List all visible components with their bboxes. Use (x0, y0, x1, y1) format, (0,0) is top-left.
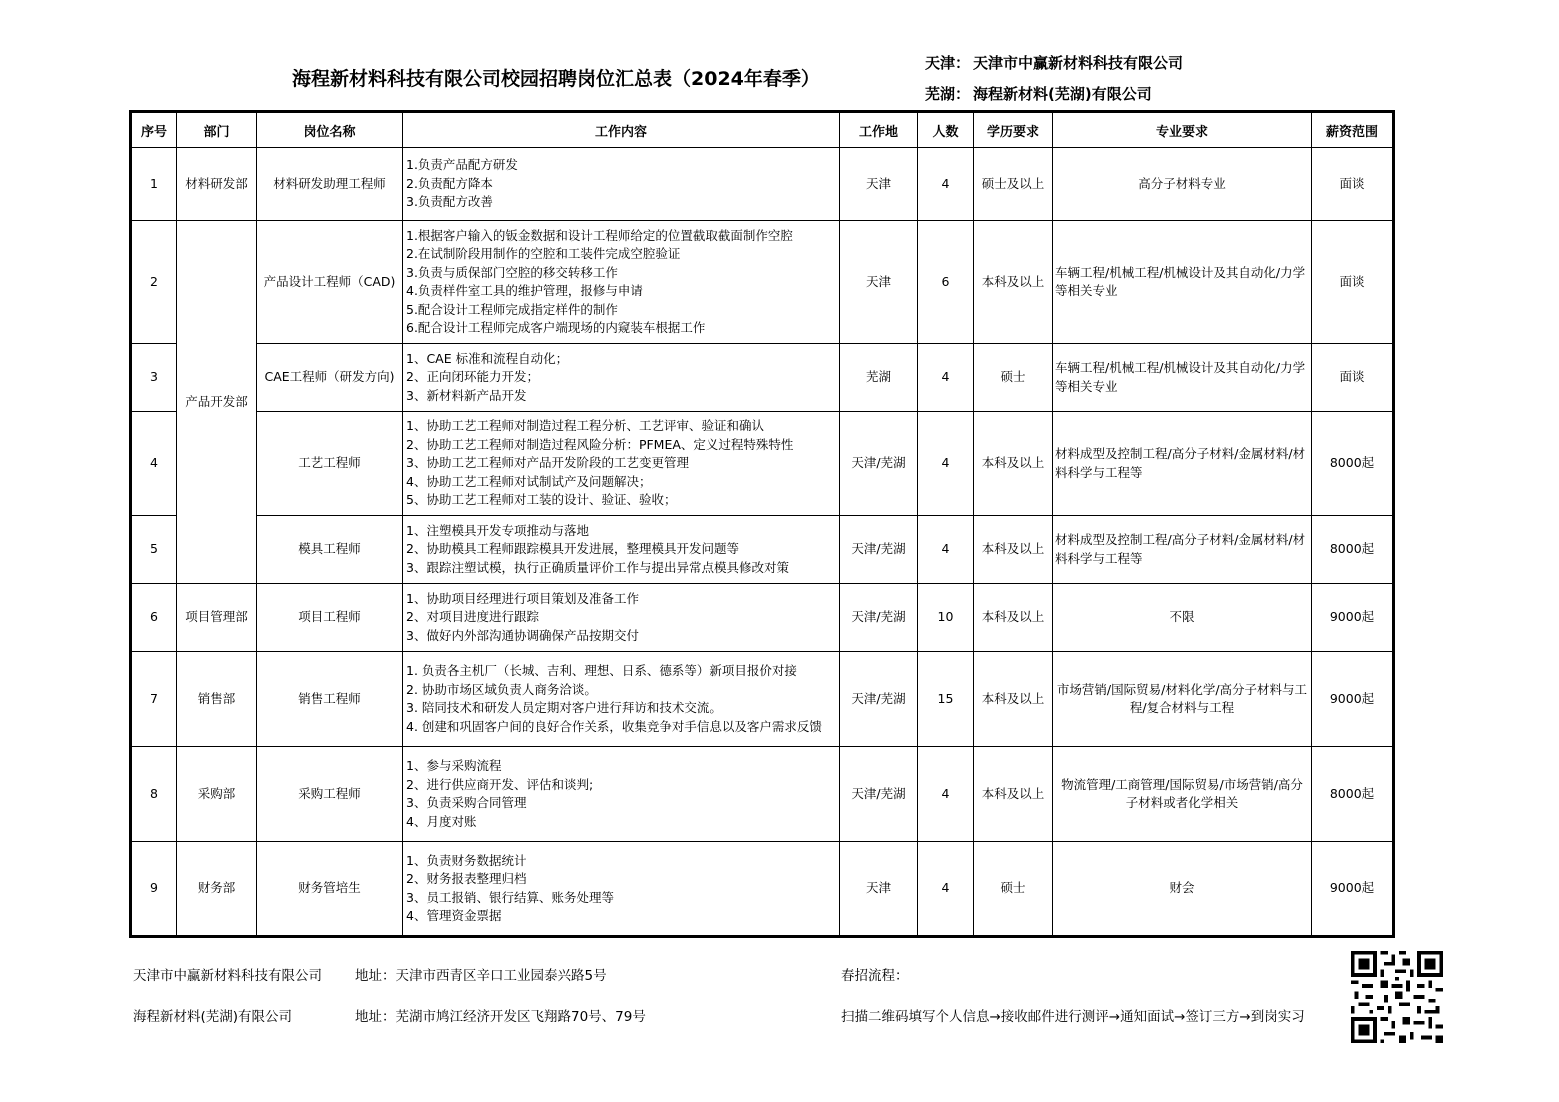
cell-salary: 9000起 (1312, 842, 1394, 937)
cell-position: 采购工程师 (257, 747, 403, 842)
content-line: 5、协助工艺工程师对工装的设计、验证、验收； (406, 492, 677, 508)
cell-major: 车辆工程/机械工程/机械设计及其自动化/力学等相关专业 (1053, 344, 1312, 412)
table-row (131, 412, 1394, 516)
cell-no: 1 (131, 148, 177, 221)
content-line: 2、进行供应商开发、评估和谈判; (406, 776, 594, 792)
cell-content (403, 516, 840, 584)
cell-count: 4 (918, 842, 974, 937)
table-row (131, 516, 1394, 584)
cell-education: 本科及以上 (974, 516, 1053, 584)
table-row (131, 584, 1394, 652)
cell-location: 天津/芜湖 (840, 652, 918, 747)
cell-salary: 面谈 (1312, 344, 1394, 412)
cell-location: 天津 (840, 148, 918, 221)
cell-no: 7 (131, 652, 177, 747)
cell-education: 本科及以上 (974, 584, 1053, 652)
footer-address-1: 地址：天津市西青区辛口工业园泰兴路5号 (355, 968, 607, 984)
cell-no: 2 (131, 221, 177, 344)
cell-count: 4 (918, 516, 974, 584)
cell-position: 模具工程师 (257, 516, 403, 584)
cell-no: 3 (131, 344, 177, 412)
table-row (131, 221, 1394, 344)
cell-location: 天津/芜湖 (840, 516, 918, 584)
cell-major: 材料成型及控制工程/高分子材料/金属材料/材料科学与工程等 (1053, 412, 1312, 516)
cell-major: 高分子材料专业 (1053, 148, 1312, 221)
cell-dept: 销售部 (177, 652, 257, 747)
content-line: 2、正向闭环能力开发； (406, 369, 539, 385)
cell-content (403, 412, 840, 516)
cell-count: 4 (918, 344, 974, 412)
cell-content (403, 842, 840, 937)
content-line: 2. 协助市场区域负责人商务洽谈。 (406, 681, 597, 697)
content-line: 4、月度对账 (406, 813, 477, 829)
footer-company-2: 海程新材料(芜湖)有限公司 (133, 1009, 293, 1025)
header-salary: 薪资范围 (1312, 112, 1394, 148)
cell-salary: 8000起 (1312, 747, 1394, 842)
content-line: 1、负责财务数据统计 (406, 852, 527, 868)
cell-salary: 8000起 (1312, 412, 1394, 516)
recruitment-table (129, 110, 1395, 938)
header-count: 人数 (918, 112, 974, 148)
content-line: 1、协助项目经理进行项目策划及准备工作 (406, 590, 639, 606)
table-row (131, 652, 1394, 747)
cell-content (403, 221, 840, 344)
content-line: 1.负责产品配方研发 (406, 157, 518, 173)
content-line: 4. 创建和巩固客户间的良好合作关系，收集竞争对手信息以及客户需求反馈 (406, 718, 822, 734)
table-row (131, 148, 1394, 221)
content-line: 3、员工报销、银行结算、账务处理等 (406, 889, 614, 905)
cell-count: 4 (918, 747, 974, 842)
cell-major: 车辆工程/机械工程/机械设计及其自动化/力学等相关专业 (1053, 221, 1312, 344)
cell-count: 4 (918, 148, 974, 221)
cell-no: 5 (131, 516, 177, 584)
content-line: 3. 陪同技术和研发人员定期对客户进行拜访和技术交流。 (406, 700, 722, 715)
cell-no: 4 (131, 412, 177, 516)
cell-count: 15 (918, 652, 974, 747)
content-line: 4.负责样件室工具的维护管理，报修与申请 (406, 283, 643, 298)
cell-content (403, 584, 840, 652)
cell-location: 天津/芜湖 (840, 747, 918, 842)
content-line: 2.负责配方降本 (406, 175, 493, 191)
company-city: 天津： (925, 54, 971, 72)
cell-major: 市场营销/国际贸易/材料化学/高分子材料与工程/复合材料与工程 (1053, 652, 1312, 747)
cell-education: 本科及以上 (974, 221, 1053, 344)
company-city: 芜湖： (925, 85, 971, 103)
content-line: 4、管理资金票据 (406, 908, 502, 923)
page-title: 海程新材料科技有限公司校园招聘岗位汇总表（2024年春季） (292, 68, 820, 90)
process-steps: 扫描二维码填写个人信息→接收邮件进行测评→通知面试→签订三方→到岗实习 (841, 1009, 1305, 1025)
content-line: 3.负责配方改善 (406, 194, 493, 210)
cell-location: 天津 (840, 221, 918, 344)
cell-location: 天津 (840, 842, 918, 937)
cell-education: 硕士 (974, 344, 1053, 412)
process-label: 春招流程： (841, 968, 909, 984)
content-line: 3、跟踪注塑试模，执行正确质量评价工作与提出异常点模具修改对策 (406, 559, 789, 575)
company-name: 天津市中赢新材料科技有限公司 (973, 54, 1184, 72)
content-line: 2、对项目进度进行跟踪 (406, 609, 539, 625)
cell-dept: 项目管理部 (177, 584, 257, 652)
cell-dept: 财务部 (177, 842, 257, 937)
company-tianjin (925, 48, 1183, 79)
content-line: 4、协助工艺工程师对试制试产及问题解决； (406, 473, 652, 489)
cell-position: 项目工程师 (257, 584, 403, 652)
content-line: 3、做好内外部沟通协调确保产品按期交付 (406, 627, 639, 643)
cell-salary: 9000起 (1312, 584, 1394, 652)
cell-education: 硕士 (974, 842, 1053, 937)
cell-content (403, 747, 840, 842)
cell-major: 物流管理/工商管理/国际贸易/市场营销/高分子材料或者化学相关 (1053, 747, 1312, 842)
cell-content (403, 344, 840, 412)
table-row (131, 842, 1394, 937)
content-line: 1、注塑模具开发专项推动与落地 (406, 522, 589, 538)
content-line: 1. 负责各主机厂（长城、吉利、理想、日系、德系等）新项目报价对接 (406, 663, 797, 678)
footer-company-1: 天津市中赢新材料科技有限公司 (133, 968, 322, 984)
content-line: 2、协助工艺工程师对制造过程风险分析：PFMEA、定义过程特殊特性 (406, 436, 794, 452)
cell-position: 材料研发助理工程师 (257, 148, 403, 221)
content-line: 5.配合设计工程师完成指定样件的制作 (406, 301, 618, 317)
content-line: 6.配合设计工程师完成客户端现场的内窥装车根据工作 (406, 320, 706, 335)
content-line: 3.负责与质保部门空腔的移交转移工作 (406, 264, 618, 280)
content-line: 2.在试制阶段用制作的空腔和工装件完成空腔验证 (406, 246, 681, 261)
content-line: 1、CAE 标准和流程自动化； (406, 350, 569, 366)
content-line: 2、协助模具工程师跟踪模具开发进展，整理模具开发问题等 (406, 541, 739, 557)
header-dept: 部门 (177, 112, 257, 148)
cell-no: 8 (131, 747, 177, 842)
content-line: 2、财务报表整理归档 (406, 871, 527, 886)
cell-education: 硕士及以上 (974, 148, 1053, 221)
header-education: 学历要求 (974, 112, 1053, 148)
company-name: 海程新材料(芜湖)有限公司 (973, 85, 1152, 103)
content-line: 3、新材料新产品开发 (406, 387, 527, 403)
content-line: 1.根据客户输入的钣金数据和设计工程师给定的位置截取截面制作空腔 (406, 227, 793, 243)
cell-count: 6 (918, 221, 974, 344)
cell-salary: 8000起 (1312, 516, 1394, 584)
content-line: 3、负责采购合同管理 (406, 795, 527, 810)
qr-code-icon[interactable] (1348, 951, 1446, 1043)
cell-no: 9 (131, 842, 177, 937)
cell-education: 本科及以上 (974, 747, 1053, 842)
cell-position: CAE工程师（研发方向) (257, 344, 403, 412)
cell-dept: 采购部 (177, 747, 257, 842)
cell-education: 本科及以上 (974, 412, 1053, 516)
content-line: 3、协助工艺工程师对产品开发阶段的工艺变更管理 (406, 455, 689, 471)
header-content: 工作内容 (403, 112, 840, 148)
header-position: 岗位名称 (257, 112, 403, 148)
cell-location: 芜湖 (840, 344, 918, 412)
company-wuhu (925, 79, 1183, 110)
table-row (131, 747, 1394, 842)
cell-dept: 材料研发部 (177, 148, 257, 221)
cell-major: 财会 (1053, 842, 1312, 937)
cell-count: 4 (918, 412, 974, 516)
header-major: 专业要求 (1053, 112, 1312, 148)
cell-location: 天津/芜湖 (840, 584, 918, 652)
table-header-row (131, 112, 1394, 148)
cell-location: 天津/芜湖 (840, 412, 918, 516)
company-list (925, 48, 1183, 110)
cell-no: 6 (131, 584, 177, 652)
cell-content (403, 148, 840, 221)
cell-salary: 9000起 (1312, 652, 1394, 747)
header-location: 工作地 (840, 112, 918, 148)
cell-salary: 面谈 (1312, 221, 1394, 344)
cell-dept: 产品开发部 (177, 221, 257, 584)
cell-major: 不限 (1053, 584, 1312, 652)
content-line: 1、协助工艺工程师对制造过程工程分析、工艺评审、验证和确认 (406, 418, 764, 434)
cell-content (403, 652, 840, 747)
cell-position: 产品设计工程师（CAD) (257, 221, 403, 344)
cell-position: 工艺工程师 (257, 412, 403, 516)
cell-position: 销售工程师 (257, 652, 403, 747)
cell-education: 本科及以上 (974, 652, 1053, 747)
cell-count: 10 (918, 584, 974, 652)
footer-address-2: 地址：芜湖市鸠江经济开发区飞翔路70号、79号 (355, 1009, 646, 1025)
content-line: 1、参与采购流程 (406, 758, 502, 773)
cell-major: 材料成型及控制工程/高分子材料/金属材料/材料科学与工程等 (1053, 516, 1312, 584)
cell-position: 财务管培生 (257, 842, 403, 937)
header-no: 序号 (131, 112, 177, 148)
table-row (131, 344, 1394, 412)
cell-salary: 面谈 (1312, 148, 1394, 221)
